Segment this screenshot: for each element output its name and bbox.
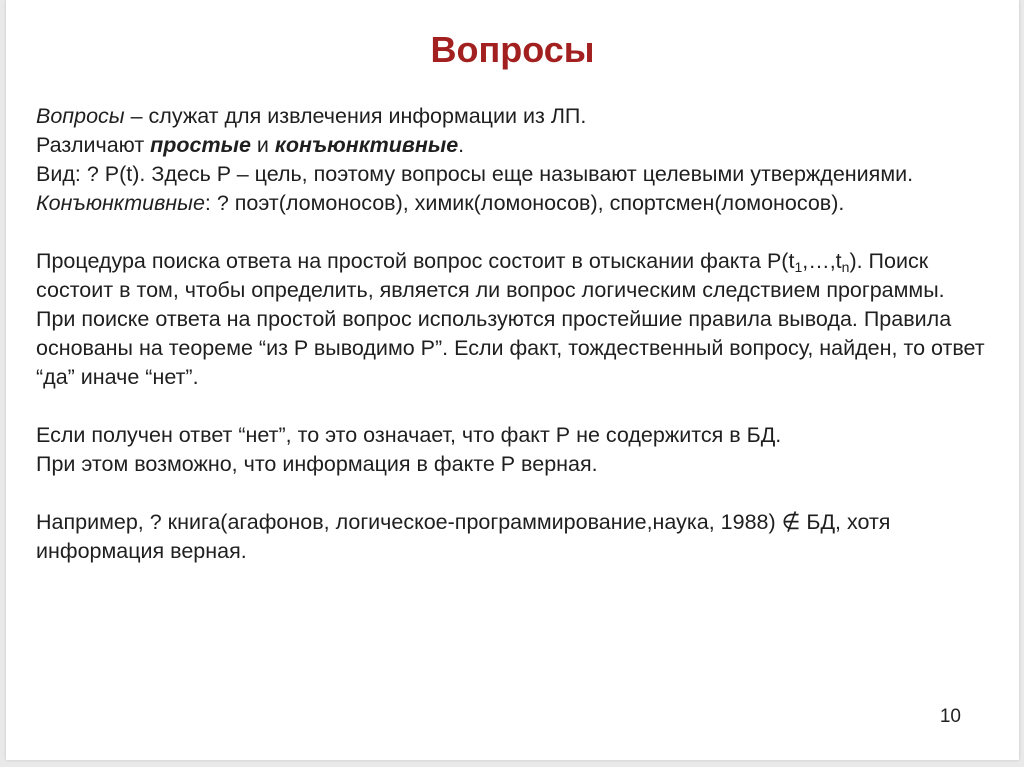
paragraph-possible-truth: При этом возможно, что информация в факте Р верная. — [36, 452, 598, 476]
definition-text: – служат для извлечения информации из ЛП. — [124, 104, 587, 128]
term-conjunctive-example: Конъюнктивные — [36, 191, 205, 215]
paragraph-example — [36, 508, 1006, 566]
example-start: Например, ? книга(агафонов, логическое-программирование,наука, 1988) — [36, 510, 782, 534]
paragraph-negative-answer: Если получен ответ “нет”, то это означает, что факт Р не содержится в БД. — [36, 423, 782, 447]
term-questions: Вопросы — [36, 104, 125, 128]
procedure-end: ). Поиск состоит в том, чтобы определить, является ли вопрос логическим следствием программы. — [36, 249, 945, 302]
subscript-n: n — [841, 259, 850, 275]
kinds-start: Различают — [36, 133, 151, 157]
not-element-of-symbol: ∉ — [781, 510, 801, 534]
paragraph-questions-definition — [36, 102, 1006, 131]
slide-body — [36, 102, 1006, 566]
spacer — [36, 218, 1006, 247]
paragraph-search-procedure — [36, 247, 1006, 305]
procedure-start: Процедура поиска ответа на простой вопрос состоит в отыскании факта P(t — [36, 249, 795, 273]
term-conjunctive: конъюнктивные — [274, 133, 459, 157]
page-number: 10 — [939, 706, 961, 727]
paragraph-inference-rules: При поиске ответа на простой вопрос используются простейшие правила вывода. Правила основаны на теореме “из P выводимо P”. Если факт, тождественный вопросу, найден, то ответ “да” иначе “нет”. — [36, 307, 985, 389]
slide-title: Вопросы — [430, 29, 595, 70]
subscript-1: 1 — [794, 259, 803, 275]
procedure-mid: ,…,t — [802, 249, 842, 273]
spacer — [36, 479, 1006, 508]
kinds-end: . — [458, 133, 465, 157]
kinds-and: и — [250, 133, 275, 157]
term-simple: простые — [150, 133, 251, 157]
paragraph-conjunctive-example — [36, 189, 1006, 218]
spacer — [36, 392, 1006, 421]
slide — [6, 0, 1019, 760]
example-end: БД, хотя информация верная. — [36, 510, 891, 563]
paragraph-kinds — [36, 131, 1006, 160]
conjunctive-example-text: : ? поэт(ломоносов), химик(ломоносов), спортсмен(ломоносов). — [204, 191, 845, 215]
paragraph-form: Вид: ? P(t). Здесь P – цель, поэтому вопросы еще называют целевыми утверждениями. — [36, 162, 914, 186]
